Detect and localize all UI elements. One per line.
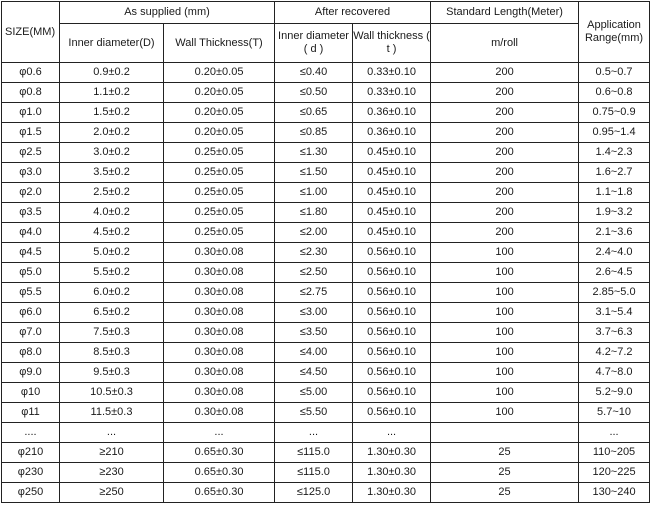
standard-length-cell: 100: [431, 403, 579, 423]
recovered-wall-thickness-cell: 0.56±0.10: [353, 363, 431, 383]
table-row: [2, 463, 650, 483]
recovered-wall-thickness-cell: 0.33±0.10: [353, 83, 431, 103]
application-range-cell: 1.6~2.7: [579, 163, 650, 183]
recovered-inner-diameter-cell: ≤0.40: [275, 63, 353, 83]
recovered-inner-diameter-cell: ≤115.0: [275, 443, 353, 463]
recovered-inner-diameter-cell: ≤125.0: [275, 483, 353, 503]
wall-thickness-cell: 0.25±0.05: [164, 203, 275, 223]
size-cell: φ7.0: [2, 323, 60, 343]
recovered-wall-thickness-cell: 0.33±0.10: [353, 63, 431, 83]
recovered-inner-diameter-cell: ≤3.50: [275, 323, 353, 343]
recovered-wall-thickness-cell: 0.56±0.10: [353, 343, 431, 363]
application-range-cell: 0.6~0.8: [579, 83, 650, 103]
inner-diameter-cell: 2.5±0.2: [60, 183, 164, 203]
wall-thickness-cell: 0.20±0.05: [164, 63, 275, 83]
table-row: [2, 283, 650, 303]
wall-thickness-cell: 0.20±0.05: [164, 103, 275, 123]
recovered-inner-diameter-cell: ≤1.00: [275, 183, 353, 203]
table-row: [2, 243, 650, 263]
size-cell: φ3.5: [2, 203, 60, 223]
header-after-recovered: After recovered: [275, 2, 431, 24]
standard-length-cell: 200: [431, 143, 579, 163]
header-recovered-wall-thickness: Wall thickness ( t ): [353, 24, 431, 63]
recovered-wall-thickness-cell: 0.56±0.10: [353, 383, 431, 403]
inner-diameter-cell: 1.5±0.2: [60, 103, 164, 123]
table-row: [2, 423, 650, 443]
recovered-inner-diameter-cell: ≤2.00: [275, 223, 353, 243]
standard-length-cell: 25: [431, 463, 579, 483]
size-cell: φ5.5: [2, 283, 60, 303]
recovered-inner-diameter-cell: ≤2.75: [275, 283, 353, 303]
standard-length-cell: 200: [431, 83, 579, 103]
wall-thickness-cell: 0.20±0.05: [164, 83, 275, 103]
recovered-wall-thickness-cell: 0.45±0.10: [353, 143, 431, 163]
table-row: [2, 143, 650, 163]
wall-thickness-cell: 0.20±0.05: [164, 123, 275, 143]
standard-length-cell: [431, 423, 579, 443]
recovered-inner-diameter-cell: ≤1.80: [275, 203, 353, 223]
recovered-wall-thickness-cell: 0.45±0.10: [353, 163, 431, 183]
application-range-cell: 2.1~3.6: [579, 223, 650, 243]
application-range-cell: ...: [579, 423, 650, 443]
wall-thickness-cell: 0.30±0.08: [164, 283, 275, 303]
table-body: [2, 63, 650, 503]
standard-length-cell: 200: [431, 163, 579, 183]
size-cell: φ5.0: [2, 263, 60, 283]
wall-thickness-cell: 0.30±0.08: [164, 363, 275, 383]
application-range-cell: 110~205: [579, 443, 650, 463]
wall-thickness-cell: 0.30±0.08: [164, 263, 275, 283]
standard-length-cell: 200: [431, 103, 579, 123]
standard-length-cell: 100: [431, 243, 579, 263]
standard-length-cell: 100: [431, 263, 579, 283]
wall-thickness-cell: 0.65±0.30: [164, 463, 275, 483]
wall-thickness-cell: 0.25±0.05: [164, 183, 275, 203]
table-row: [2, 343, 650, 363]
standard-length-cell: 200: [431, 123, 579, 143]
wall-thickness-cell: ...: [164, 423, 275, 443]
application-range-cell: 120~225: [579, 463, 650, 483]
inner-diameter-cell: 1.1±0.2: [60, 83, 164, 103]
recovered-inner-diameter-cell: ≤0.65: [275, 103, 353, 123]
size-cell: φ8.0: [2, 343, 60, 363]
application-range-cell: 0.75~0.9: [579, 103, 650, 123]
table-row: [2, 223, 650, 243]
size-cell: φ210: [2, 443, 60, 463]
inner-diameter-cell: 3.5±0.2: [60, 163, 164, 183]
recovered-inner-diameter-cell: ≤4.00: [275, 343, 353, 363]
table-row: [2, 363, 650, 383]
standard-length-cell: 200: [431, 223, 579, 243]
table-row: [2, 183, 650, 203]
table-row: [2, 123, 650, 143]
recovered-wall-thickness-cell: ...: [353, 423, 431, 443]
recovered-wall-thickness-cell: 1.30±0.30: [353, 443, 431, 463]
header-inner-diameter: Inner diameter(D): [60, 24, 164, 63]
inner-diameter-cell: 6.5±0.2: [60, 303, 164, 323]
inner-diameter-cell: 7.5±0.3: [60, 323, 164, 343]
standard-length-cell: 200: [431, 203, 579, 223]
recovered-inner-diameter-cell: ≤0.85: [275, 123, 353, 143]
size-cell: φ230: [2, 463, 60, 483]
size-cell: φ11: [2, 403, 60, 423]
application-range-cell: 5.2~9.0: [579, 383, 650, 403]
recovered-wall-thickness-cell: 0.56±0.10: [353, 243, 431, 263]
wall-thickness-cell: 0.65±0.30: [164, 443, 275, 463]
wall-thickness-cell: 0.30±0.08: [164, 243, 275, 263]
table-row: [2, 303, 650, 323]
recovered-inner-diameter-cell: ≤5.50: [275, 403, 353, 423]
application-range-cell: 4.7~8.0: [579, 363, 650, 383]
application-range-cell: 1.1~1.8: [579, 183, 650, 203]
header-wall-thickness: Wall Thickness(T): [164, 24, 275, 63]
wall-thickness-cell: 0.25±0.05: [164, 223, 275, 243]
table-row: [2, 483, 650, 503]
table-row: [2, 403, 650, 423]
recovered-wall-thickness-cell: 0.45±0.10: [353, 223, 431, 243]
size-cell: ....: [2, 423, 60, 443]
wall-thickness-cell: 0.25±0.05: [164, 143, 275, 163]
size-cell: φ0.8: [2, 83, 60, 103]
inner-diameter-cell: 9.5±0.3: [60, 363, 164, 383]
standard-length-cell: 100: [431, 343, 579, 363]
application-range-cell: 1.4~2.3: [579, 143, 650, 163]
recovered-inner-diameter-cell: ≤1.50: [275, 163, 353, 183]
size-cell: φ4.0: [2, 223, 60, 243]
table-row: [2, 443, 650, 463]
inner-diameter-cell: 2.0±0.2: [60, 123, 164, 143]
inner-diameter-cell: ≥250: [60, 483, 164, 503]
table-row: [2, 63, 650, 83]
header-size: SIZE(MM): [2, 2, 60, 63]
recovered-wall-thickness-cell: 0.56±0.10: [353, 303, 431, 323]
inner-diameter-cell: 10.5±0.3: [60, 383, 164, 403]
inner-diameter-cell: ≥230: [60, 463, 164, 483]
size-cell: φ0.6: [2, 63, 60, 83]
standard-length-cell: 100: [431, 363, 579, 383]
inner-diameter-cell: 4.0±0.2: [60, 203, 164, 223]
inner-diameter-cell: ≥210: [60, 443, 164, 463]
size-cell: φ1.5: [2, 123, 60, 143]
application-range-cell: 0.5~0.7: [579, 63, 650, 83]
size-cell: φ3.0: [2, 163, 60, 183]
standard-length-cell: 100: [431, 323, 579, 343]
size-cell: φ2.5: [2, 143, 60, 163]
recovered-inner-diameter-cell: ≤3.00: [275, 303, 353, 323]
header-as-supplied: As supplied (mm): [60, 2, 275, 24]
application-range-cell: 0.95~1.4: [579, 123, 650, 143]
application-range-cell: 130~240: [579, 483, 650, 503]
inner-diameter-cell: 6.0±0.2: [60, 283, 164, 303]
table-row: [2, 323, 650, 343]
size-cell: φ2.0: [2, 183, 60, 203]
recovered-inner-diameter-cell: ...: [275, 423, 353, 443]
application-range-cell: 3.7~6.3: [579, 323, 650, 343]
standard-length-cell: 100: [431, 383, 579, 403]
standard-length-cell: 100: [431, 303, 579, 323]
standard-length-cell: 25: [431, 483, 579, 503]
recovered-inner-diameter-cell: ≤2.50: [275, 263, 353, 283]
standard-length-cell: 100: [431, 283, 579, 303]
recovered-inner-diameter-cell: ≤0.50: [275, 83, 353, 103]
table-row: [2, 83, 650, 103]
table-row: [2, 163, 650, 183]
size-cell: φ9.0: [2, 363, 60, 383]
recovered-wall-thickness-cell: 0.36±0.10: [353, 123, 431, 143]
size-cell: φ6.0: [2, 303, 60, 323]
recovered-inner-diameter-cell: ≤5.00: [275, 383, 353, 403]
header-m-roll: m/roll: [431, 24, 579, 63]
wall-thickness-cell: 0.65±0.30: [164, 483, 275, 503]
standard-length-cell: 200: [431, 183, 579, 203]
inner-diameter-cell: 4.5±0.2: [60, 223, 164, 243]
inner-diameter-cell: 5.5±0.2: [60, 263, 164, 283]
wall-thickness-cell: 0.25±0.05: [164, 163, 275, 183]
size-cell: φ1.0: [2, 103, 60, 123]
wall-thickness-cell: 0.30±0.08: [164, 323, 275, 343]
application-range-cell: 3.1~5.4: [579, 303, 650, 323]
inner-diameter-cell: 3.0±0.2: [60, 143, 164, 163]
inner-diameter-cell: 5.0±0.2: [60, 243, 164, 263]
recovered-wall-thickness-cell: 1.30±0.30: [353, 483, 431, 503]
size-cell: φ4.5: [2, 243, 60, 263]
recovered-wall-thickness-cell: 0.56±0.10: [353, 263, 431, 283]
inner-diameter-cell: 11.5±0.3: [60, 403, 164, 423]
recovered-wall-thickness-cell: 0.56±0.10: [353, 283, 431, 303]
table-row: [2, 203, 650, 223]
recovered-inner-diameter-cell: ≤115.0: [275, 463, 353, 483]
application-range-cell: 2.4~4.0: [579, 243, 650, 263]
header-standard-length: Standard Length(Meter): [431, 2, 579, 24]
application-range-cell: 2.85~5.0: [579, 283, 650, 303]
specification-table: [1, 1, 650, 503]
table-row: [2, 383, 650, 403]
size-cell: φ10: [2, 383, 60, 403]
recovered-wall-thickness-cell: 0.36±0.10: [353, 103, 431, 123]
recovered-inner-diameter-cell: ≤2.30: [275, 243, 353, 263]
recovered-wall-thickness-cell: 0.45±0.10: [353, 183, 431, 203]
application-range-cell: 2.6~4.5: [579, 263, 650, 283]
recovered-wall-thickness-cell: 0.56±0.10: [353, 323, 431, 343]
inner-diameter-cell: 0.9±0.2: [60, 63, 164, 83]
recovered-wall-thickness-cell: 0.56±0.10: [353, 403, 431, 423]
standard-length-cell: 25: [431, 443, 579, 463]
wall-thickness-cell: 0.30±0.08: [164, 403, 275, 423]
table-row: [2, 263, 650, 283]
application-range-cell: 4.2~7.2: [579, 343, 650, 363]
application-range-cell: 5.7~10: [579, 403, 650, 423]
inner-diameter-cell: ...: [60, 423, 164, 443]
recovered-wall-thickness-cell: 0.45±0.10: [353, 203, 431, 223]
inner-diameter-cell: 8.5±0.3: [60, 343, 164, 363]
header-recovered-inner-diameter: Inner diameter ( d ): [275, 24, 353, 63]
recovered-inner-diameter-cell: ≤1.30: [275, 143, 353, 163]
size-cell: φ250: [2, 483, 60, 503]
standard-length-cell: 200: [431, 63, 579, 83]
wall-thickness-cell: 0.30±0.08: [164, 343, 275, 363]
recovered-wall-thickness-cell: 1.30±0.30: [353, 463, 431, 483]
application-range-cell: 1.9~3.2: [579, 203, 650, 223]
recovered-inner-diameter-cell: ≤4.50: [275, 363, 353, 383]
wall-thickness-cell: 0.30±0.08: [164, 303, 275, 323]
header-application-range: Application Range(mm): [579, 2, 650, 63]
table-row: [2, 103, 650, 123]
wall-thickness-cell: 0.30±0.08: [164, 383, 275, 403]
